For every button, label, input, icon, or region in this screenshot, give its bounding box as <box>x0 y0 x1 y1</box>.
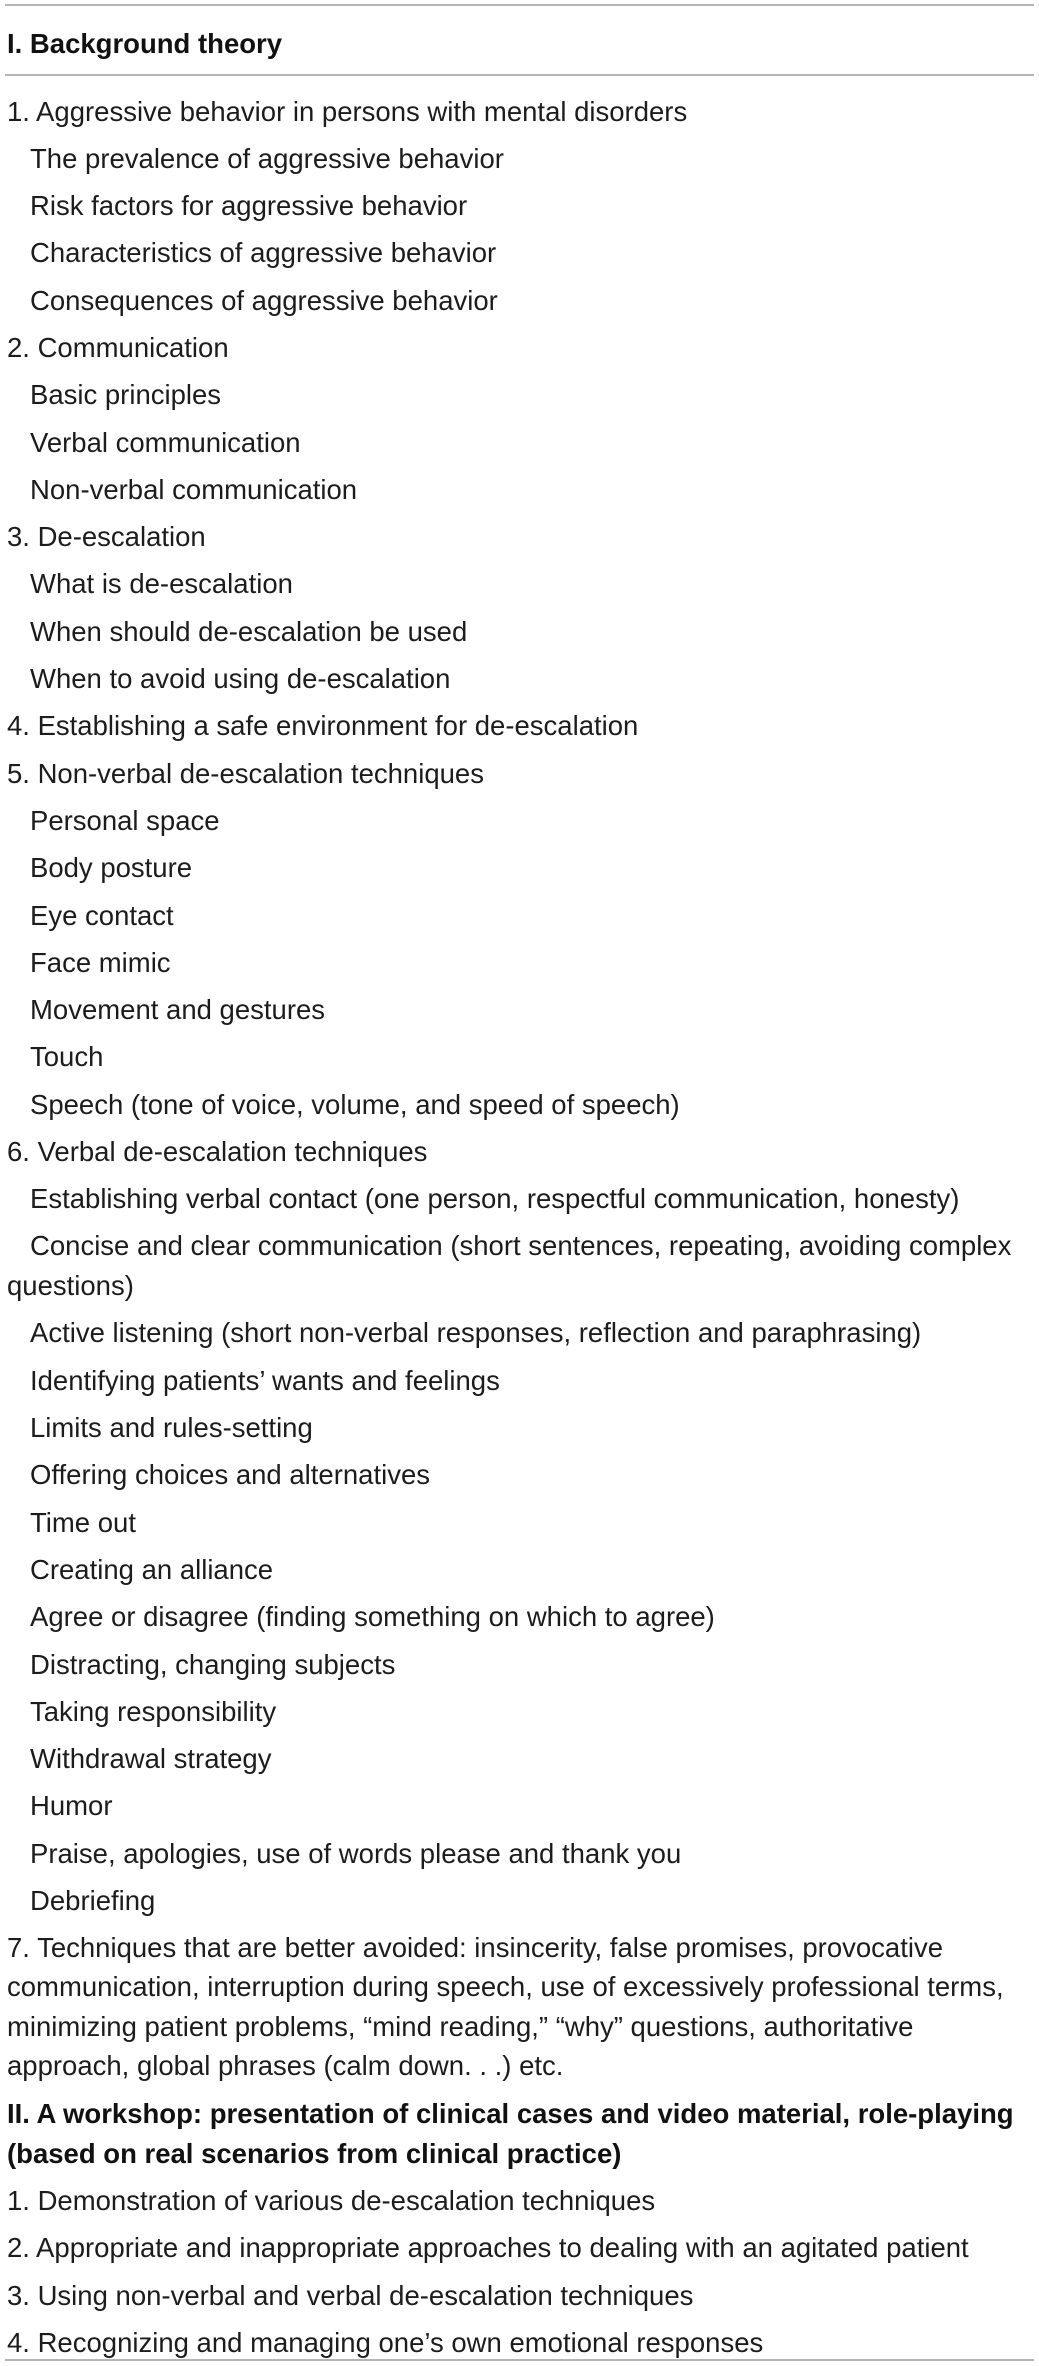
list-item: 5. Non-verbal de-escalation techniques <box>7 750 1031 797</box>
list-item: 2. Communication <box>7 324 1031 371</box>
list-subitem: Identifying patients’ wants and feelings <box>7 1357 1031 1404</box>
table-top-rule <box>5 4 1034 6</box>
list-subitem: Debriefing <box>7 1877 1031 1924</box>
list-subitem: Movement and gestures <box>7 986 1031 1033</box>
list-item: 3. De-escalation <box>7 513 1031 560</box>
list-subitem: Personal space <box>7 797 1031 844</box>
list-subitem: Withdrawal strategy <box>7 1735 1031 1782</box>
section-2-heading: II. A workshop: presentation of clinical cases and video material, role-playing (based on real scenarios from clinical practice) <box>7 2090 1031 2177</box>
list-subitem: Consequences of aggressive behavior <box>7 277 1031 324</box>
list-item: 3. Using non-verbal and verbal de-escalation techniques <box>7 2272 1031 2319</box>
list-subitem: Speech (tone of voice, volume, and speed of speech) <box>7 1081 1031 1128</box>
section-2-list <box>7 2177 1031 2366</box>
list-subitem: When should de-escalation be used <box>7 608 1031 655</box>
list-subitem: The prevalence of aggressive behavior <box>7 135 1031 182</box>
list-subitem: Distracting, changing subjects <box>7 1641 1031 1688</box>
list-subitem: When to avoid using de-escalation <box>7 655 1031 702</box>
list-item: 4. Establishing a safe environment for de-escalation <box>7 702 1031 749</box>
list-item: 1. Demonstration of various de-escalation techniques <box>7 2177 1031 2224</box>
list-subitem: Body posture <box>7 844 1031 891</box>
section-1-heading: I. Background theory <box>7 20 282 67</box>
list-item: 4. Recognizing and managing one’s own emotional responses <box>7 2319 1031 2366</box>
list-subitem: Praise, apologies, use of words please and thank you <box>7 1830 1031 1877</box>
list-subitem: Non-verbal communication <box>7 466 1031 513</box>
table-bottom-rule <box>5 2359 1034 2361</box>
list-subitem: Concise and clear communication (short sentences, repeating, avoiding complex questions) <box>7 1223 1031 1310</box>
table-body <box>7 88 1031 2366</box>
list-item: 2. Appropriate and inappropriate approaches to dealing with an agitated patient <box>7 2224 1031 2271</box>
list-item: 1. Aggressive behavior in persons with mental disorders <box>7 88 1031 135</box>
list-subitem: Agree or disagree (finding something on which to agree) <box>7 1593 1031 1640</box>
header-divider-rule <box>5 74 1034 76</box>
list-subitem: Verbal communication <box>7 419 1031 466</box>
list-subitem: Limits and rules-setting <box>7 1404 1031 1451</box>
list-subitem: Touch <box>7 1033 1031 1080</box>
list-subitem: Eye contact <box>7 892 1031 939</box>
list-subitem: Time out <box>7 1499 1031 1546</box>
list-subitem: What is de-escalation <box>7 560 1031 607</box>
list-subitem: Creating an alliance <box>7 1546 1031 1593</box>
list-subitem: Basic principles <box>7 371 1031 418</box>
list-subitem: Offering choices and alternatives <box>7 1451 1031 1498</box>
list-subitem: Taking responsibility <box>7 1688 1031 1735</box>
list-item: 6. Verbal de-escalation techniques <box>7 1128 1031 1175</box>
list-subitem: Establishing verbal contact (one person, respectful communication, honesty) <box>7 1175 1031 1222</box>
list-subitem: Humor <box>7 1782 1031 1829</box>
list-subitem: Characteristics of aggressive behavior <box>7 229 1031 276</box>
list-item: 7. Techniques that are better avoided: insincerity, false promises, provocative communication, interruption during speech, use of excessively professional terms, minimizing patient problems, “mind reading,” “why” questions, authoritative approach, global phrases (calm down. . .) etc. <box>7 1924 1031 2090</box>
list-subitem: Active listening (short non-verbal responses, reflection and paraphrasing) <box>7 1309 1031 1356</box>
list-subitem: Risk factors for aggressive behavior <box>7 182 1031 229</box>
section-1-list <box>7 88 1031 2091</box>
list-subitem: Face mimic <box>7 939 1031 986</box>
